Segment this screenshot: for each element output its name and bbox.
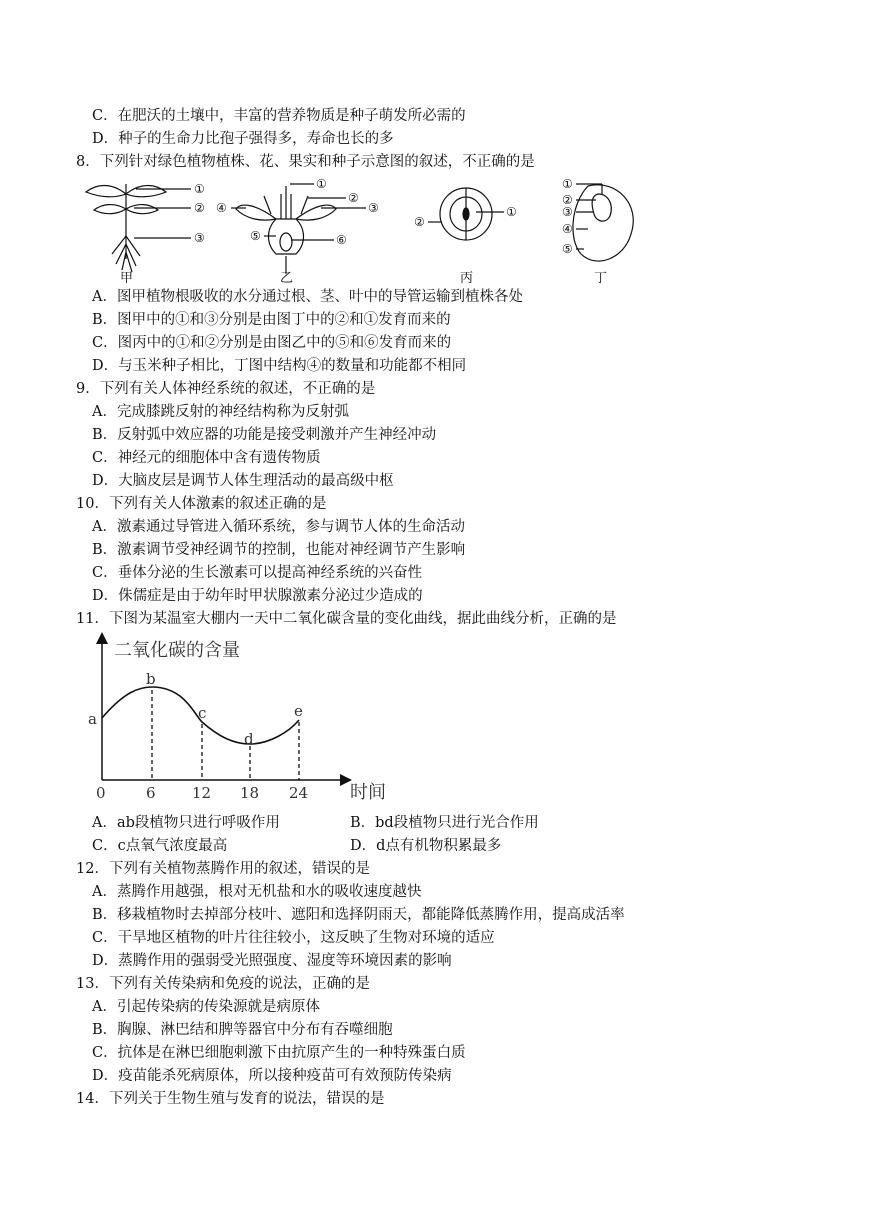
answer-option: B．激素调节受神经调节的控制，也能对神经调节产生影响 bbox=[92, 542, 466, 558]
jia-mark-2: ② bbox=[194, 201, 205, 215]
question-stem: 12．下列有关植物蒸腾作用的叙述，错误的是 bbox=[76, 861, 370, 877]
ding-mark-5: ⑤ bbox=[562, 242, 573, 256]
ding-mark-4: ④ bbox=[562, 222, 573, 236]
plant-jia-drawing bbox=[86, 184, 191, 272]
y-axis-label: 二氧化碳的含量 bbox=[114, 640, 240, 661]
question-stem: 9．下列有关人体神经系统的叙述，不正确的是 bbox=[76, 381, 376, 397]
answer-option: D．与玉米种子相比，丁图中结构④的数量和功能都不相同 bbox=[92, 358, 467, 374]
answer-option: C．神经元的细胞体中含有遗传物质 bbox=[92, 450, 321, 466]
tick-0: 0 bbox=[96, 784, 106, 802]
answer-option: C．在肥沃的土壤中，丰富的营养物质是种子萌发所必需的 bbox=[92, 108, 466, 124]
answer-option: D．大脑皮层是调节人体生理活动的最高级中枢 bbox=[92, 473, 394, 489]
panel-label-yi: 乙 bbox=[280, 271, 294, 284]
panel-label-ding: 丁 bbox=[594, 271, 608, 284]
co2-curve-figure bbox=[84, 632, 424, 807]
answer-option: D．d点有机物积累最多 bbox=[350, 838, 502, 854]
answer-option: D．蒸腾作用的强弱受光照强度、湿度等环境因素的影响 bbox=[92, 953, 452, 969]
jia-mark-1: ① bbox=[194, 182, 205, 196]
answer-option: D．种子的生命力比孢子强得多，寿命也长的多 bbox=[92, 131, 394, 147]
answer-option: B．移栽植物时去掉部分枝叶、遮阳和选择阴雨天，都能降低蒸腾作用，提高成活率 bbox=[92, 907, 625, 923]
answer-option: C．干旱地区植物的叶片往往较小，这反映了生物对环境的适应 bbox=[92, 930, 495, 946]
answer-option: C．图丙中的①和②分别是由图乙中的⑤和⑥发育而来的 bbox=[92, 335, 452, 351]
answer-option: D．疫苗能杀死病原体，所以接种疫苗可有效预防传染病 bbox=[92, 1068, 452, 1084]
seed-ding-drawing bbox=[573, 184, 633, 261]
question-stem: 10．下列有关人体激素的叙述正确的是 bbox=[76, 496, 327, 512]
x-axis-label: 时间 bbox=[350, 782, 386, 803]
yi-mark-4: ④ bbox=[216, 201, 227, 215]
answer-option: D．侏儒症是由于幼年时甲状腺激素分泌过少造成的 bbox=[92, 588, 423, 604]
yi-mark-2: ② bbox=[348, 191, 359, 205]
yi-mark-1: ① bbox=[316, 177, 327, 191]
answer-option: C．垂体分泌的生长激素可以提高神经系统的兴奋性 bbox=[92, 565, 423, 581]
point-d: d bbox=[244, 730, 254, 748]
answer-option: A．引起传染病的传染源就是病原体 bbox=[92, 999, 320, 1015]
bing-mark-2: ② bbox=[414, 215, 425, 229]
tick-12: 12 bbox=[192, 784, 212, 802]
answer-option: C．c点氧气浓度最高 bbox=[92, 838, 228, 854]
panel-label-bing: 丙 bbox=[460, 271, 474, 284]
tick-6: 6 bbox=[146, 784, 156, 802]
answer-option: B．反射弧中效应器的功能是接受刺激并产生神经冲动 bbox=[92, 427, 437, 443]
answer-option: A．蒸腾作用越强，根对无机盐和水的吸收速度越快 bbox=[92, 884, 422, 900]
answer-option: B．图甲中的①和③分别是由图丁中的②和①发育而来的 bbox=[92, 312, 451, 328]
panel-label-jia: 甲 bbox=[120, 271, 134, 284]
answer-option: A．图甲植物根吸收的水分通过根、茎、叶中的导管运输到植株各处 bbox=[92, 289, 523, 305]
answer-option: C．抗体是在淋巴细胞刺激下由抗原产生的一种特殊蛋白质 bbox=[92, 1045, 466, 1061]
yi-mark-6: ⑥ bbox=[336, 233, 347, 247]
plant-structure-figure bbox=[76, 174, 656, 284]
tick-18: 18 bbox=[240, 784, 260, 802]
jia-mark-3: ③ bbox=[194, 231, 205, 245]
ding-mark-3: ③ bbox=[562, 205, 573, 219]
ding-mark-2: ② bbox=[562, 193, 573, 207]
bing-mark-1: ① bbox=[506, 205, 517, 219]
question-stem: 8．下列针对绿色植物植株、花、果实和种子示意图的叙述，不正确的是 bbox=[76, 154, 535, 170]
question-stem: 13．下列有关传染病和免疫的说法，正确的是 bbox=[76, 976, 370, 992]
point-a: a bbox=[88, 710, 97, 728]
point-c: c bbox=[198, 704, 207, 722]
answer-option: A．激素通过导管进入循环系统，参与调节人体的生命活动 bbox=[92, 519, 465, 535]
point-e: e bbox=[294, 702, 303, 720]
answer-option: A．ab段植物只进行呼吸作用 bbox=[92, 815, 280, 831]
tick-24: 24 bbox=[289, 784, 309, 802]
answer-option: B．胸腺、淋巴结和脾等器官中分布有吞噬细胞 bbox=[92, 1022, 393, 1038]
ding-mark-1: ① bbox=[562, 177, 573, 191]
point-b: b bbox=[146, 670, 156, 688]
question-stem: 11．下图为某温室大棚内一天中二氧化碳含量的变化曲线，据此曲线分析，正确的是 bbox=[76, 611, 617, 627]
yi-mark-3: ③ bbox=[368, 201, 379, 215]
answer-option: A．完成膝跳反射的神经结构称为反射弧 bbox=[92, 404, 349, 420]
yi-mark-5: ⑤ bbox=[250, 229, 261, 243]
fruit-bing-drawing bbox=[428, 188, 504, 240]
question-stem: 14．下列关于生物生殖与发育的说法，错误的是 bbox=[76, 1091, 385, 1107]
answer-option: B．bd段植物只进行光合作用 bbox=[350, 815, 539, 831]
